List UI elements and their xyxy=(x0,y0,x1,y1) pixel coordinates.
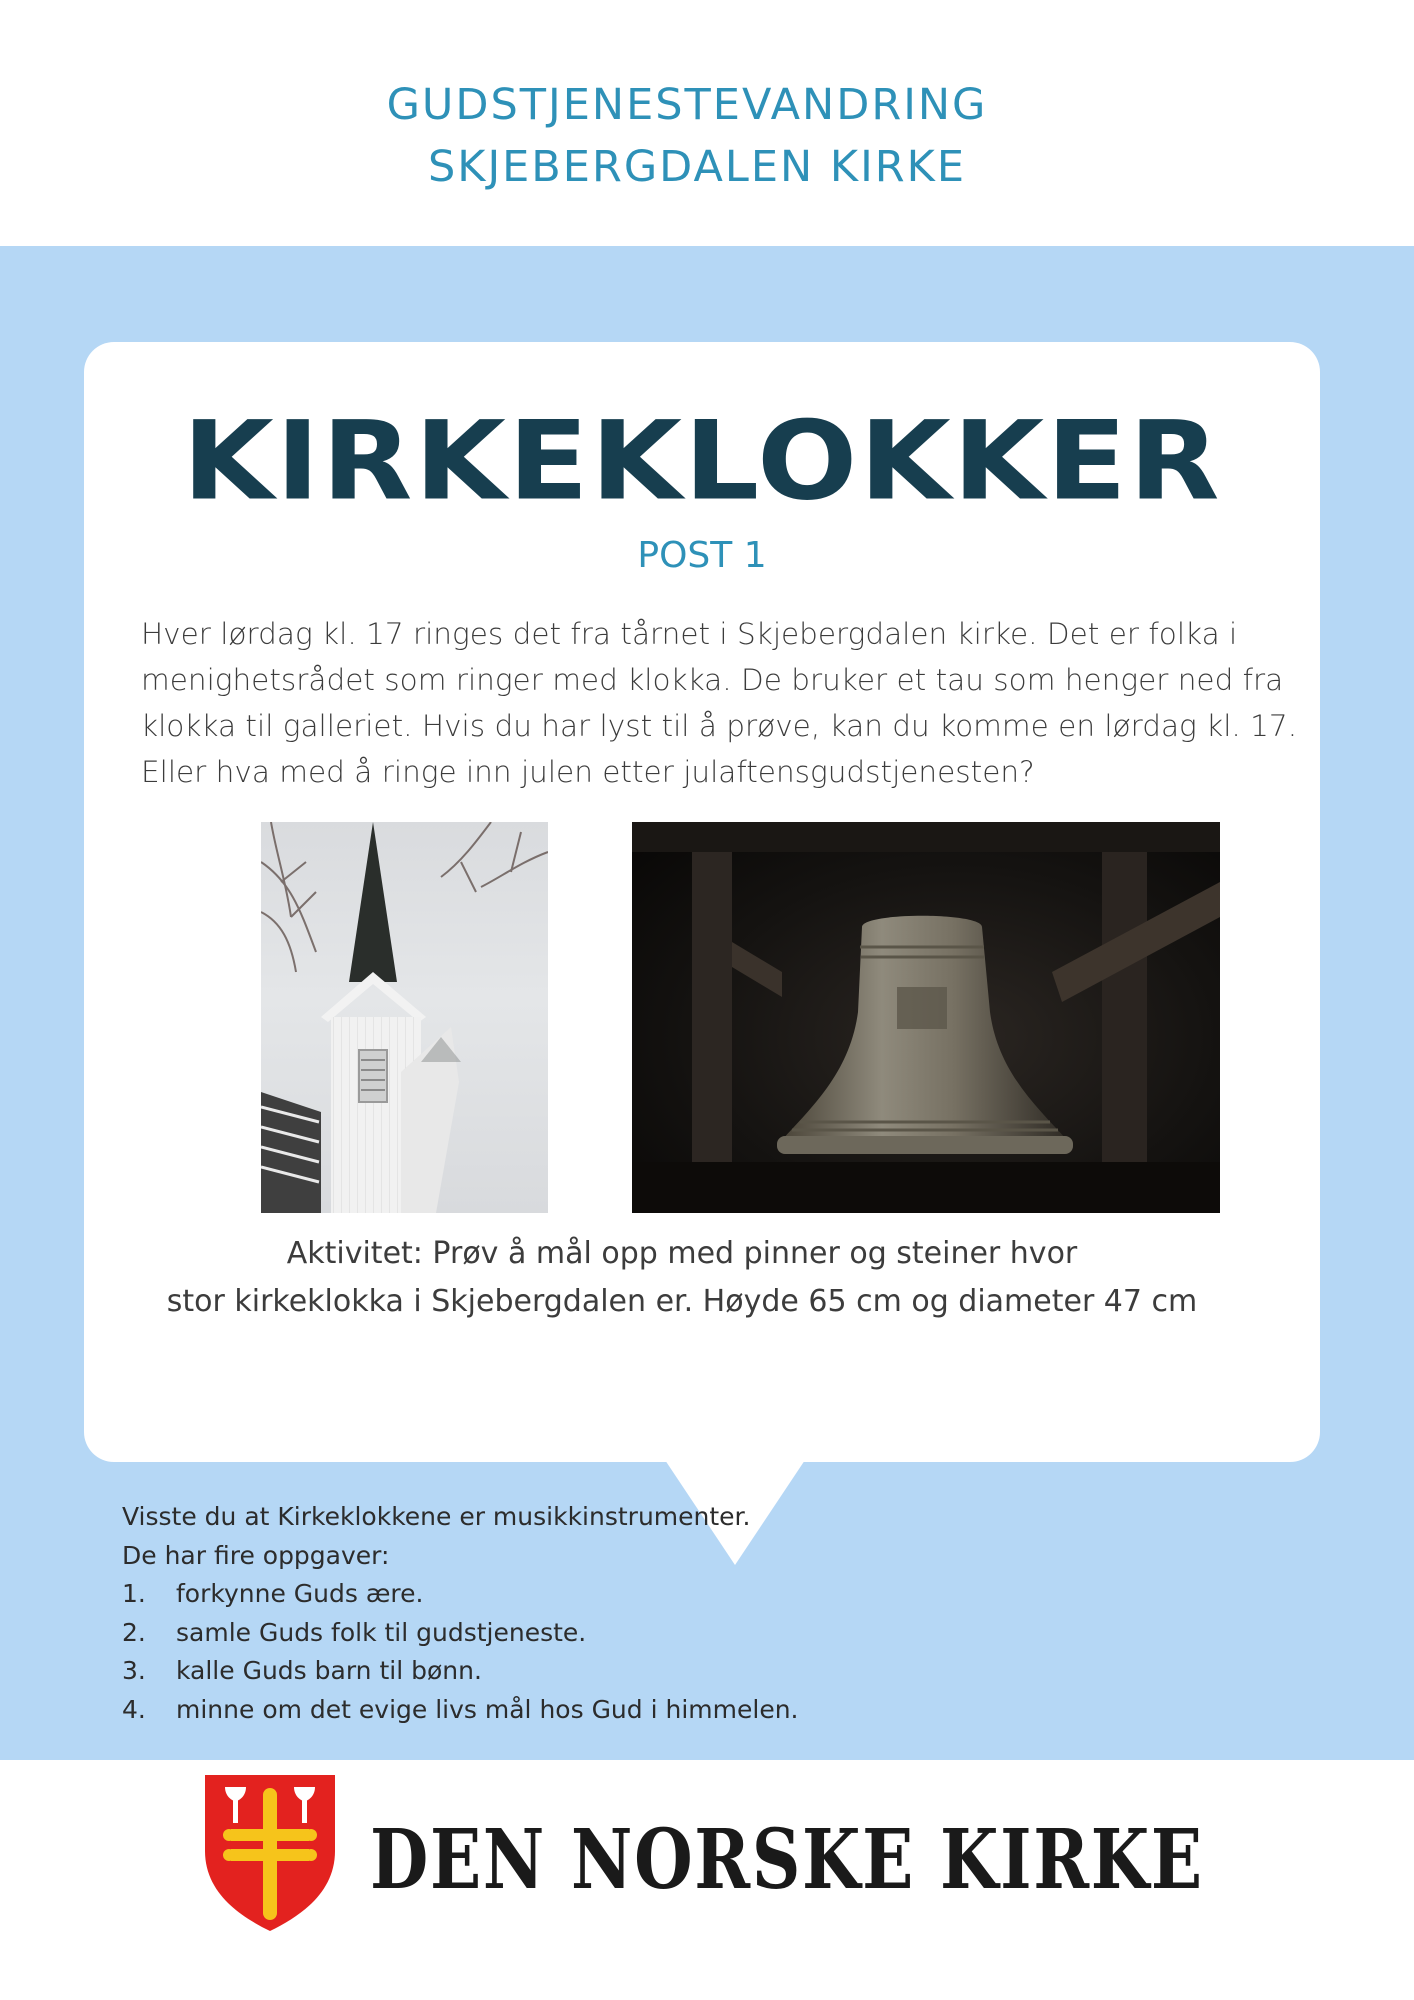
facts-intro: Visste du at Kirkeklokkene er musikkinstrumenter. xyxy=(122,1502,751,1531)
list-text: minne om det evige livs mål hos Gud i himmelen. xyxy=(176,1694,799,1724)
header-line-1: GUDSTJENESTEVANDRING xyxy=(386,80,988,130)
list-number: 2. xyxy=(122,1617,146,1647)
list-item xyxy=(122,1575,1022,1614)
list-number: 3. xyxy=(122,1656,146,1685)
facts-subhead: De har fire oppgaver: xyxy=(122,1540,390,1570)
intro-line: Eller hva med å ringe inn julen etter julaftensgudstjenesten? xyxy=(141,755,1035,789)
list-number: 4. xyxy=(122,1694,146,1724)
page-header xyxy=(0,0,1414,246)
header-line-2: SKJEBERGDALEN KIRKE xyxy=(427,142,967,192)
intro-line: Hver lørdag kl. 17 ringes det fra tårnet i Skjebergdalen kirke. Det er folka i xyxy=(141,617,1238,651)
bell-photo xyxy=(632,822,1220,1213)
intro-line: menighetsrådet som ringer med klokka. De bruker et tau som henger ned fra xyxy=(141,663,1284,697)
list-item xyxy=(122,1614,1022,1653)
brand-wordmark: DEN NORSKE KIRKE xyxy=(370,1812,1204,1908)
activity-line-1: Aktivitet: Prøv å mål opp med pinner og steiner hvor xyxy=(286,1236,1078,1271)
list-text: samle Guds folk til gudstjeneste. xyxy=(176,1617,587,1647)
activity-line-2: stor kirkeklokka i Skjebergdalen er. Høyde 65 cm og diameter 47 cm xyxy=(166,1284,1198,1319)
church-shield-logo-icon xyxy=(203,1773,337,1933)
list-text: kalle Guds barn til bønn. xyxy=(176,1656,482,1685)
church-photo xyxy=(261,822,548,1213)
list-number: 1. xyxy=(122,1579,146,1608)
list-item xyxy=(122,1652,1022,1691)
facts-section xyxy=(122,1498,1022,1729)
post-number: POST 1 xyxy=(637,535,767,576)
list-item xyxy=(122,1691,1022,1730)
intro-line: klokka til galleriet. Hvis du har lyst til å prøve, kan du komme en lørdag kl. 17. xyxy=(141,709,1298,743)
list-text: forkynne Guds ære. xyxy=(176,1579,424,1608)
page-title: KIRKEKLOKKER xyxy=(182,397,1222,525)
intro-paragraph xyxy=(141,611,1301,795)
